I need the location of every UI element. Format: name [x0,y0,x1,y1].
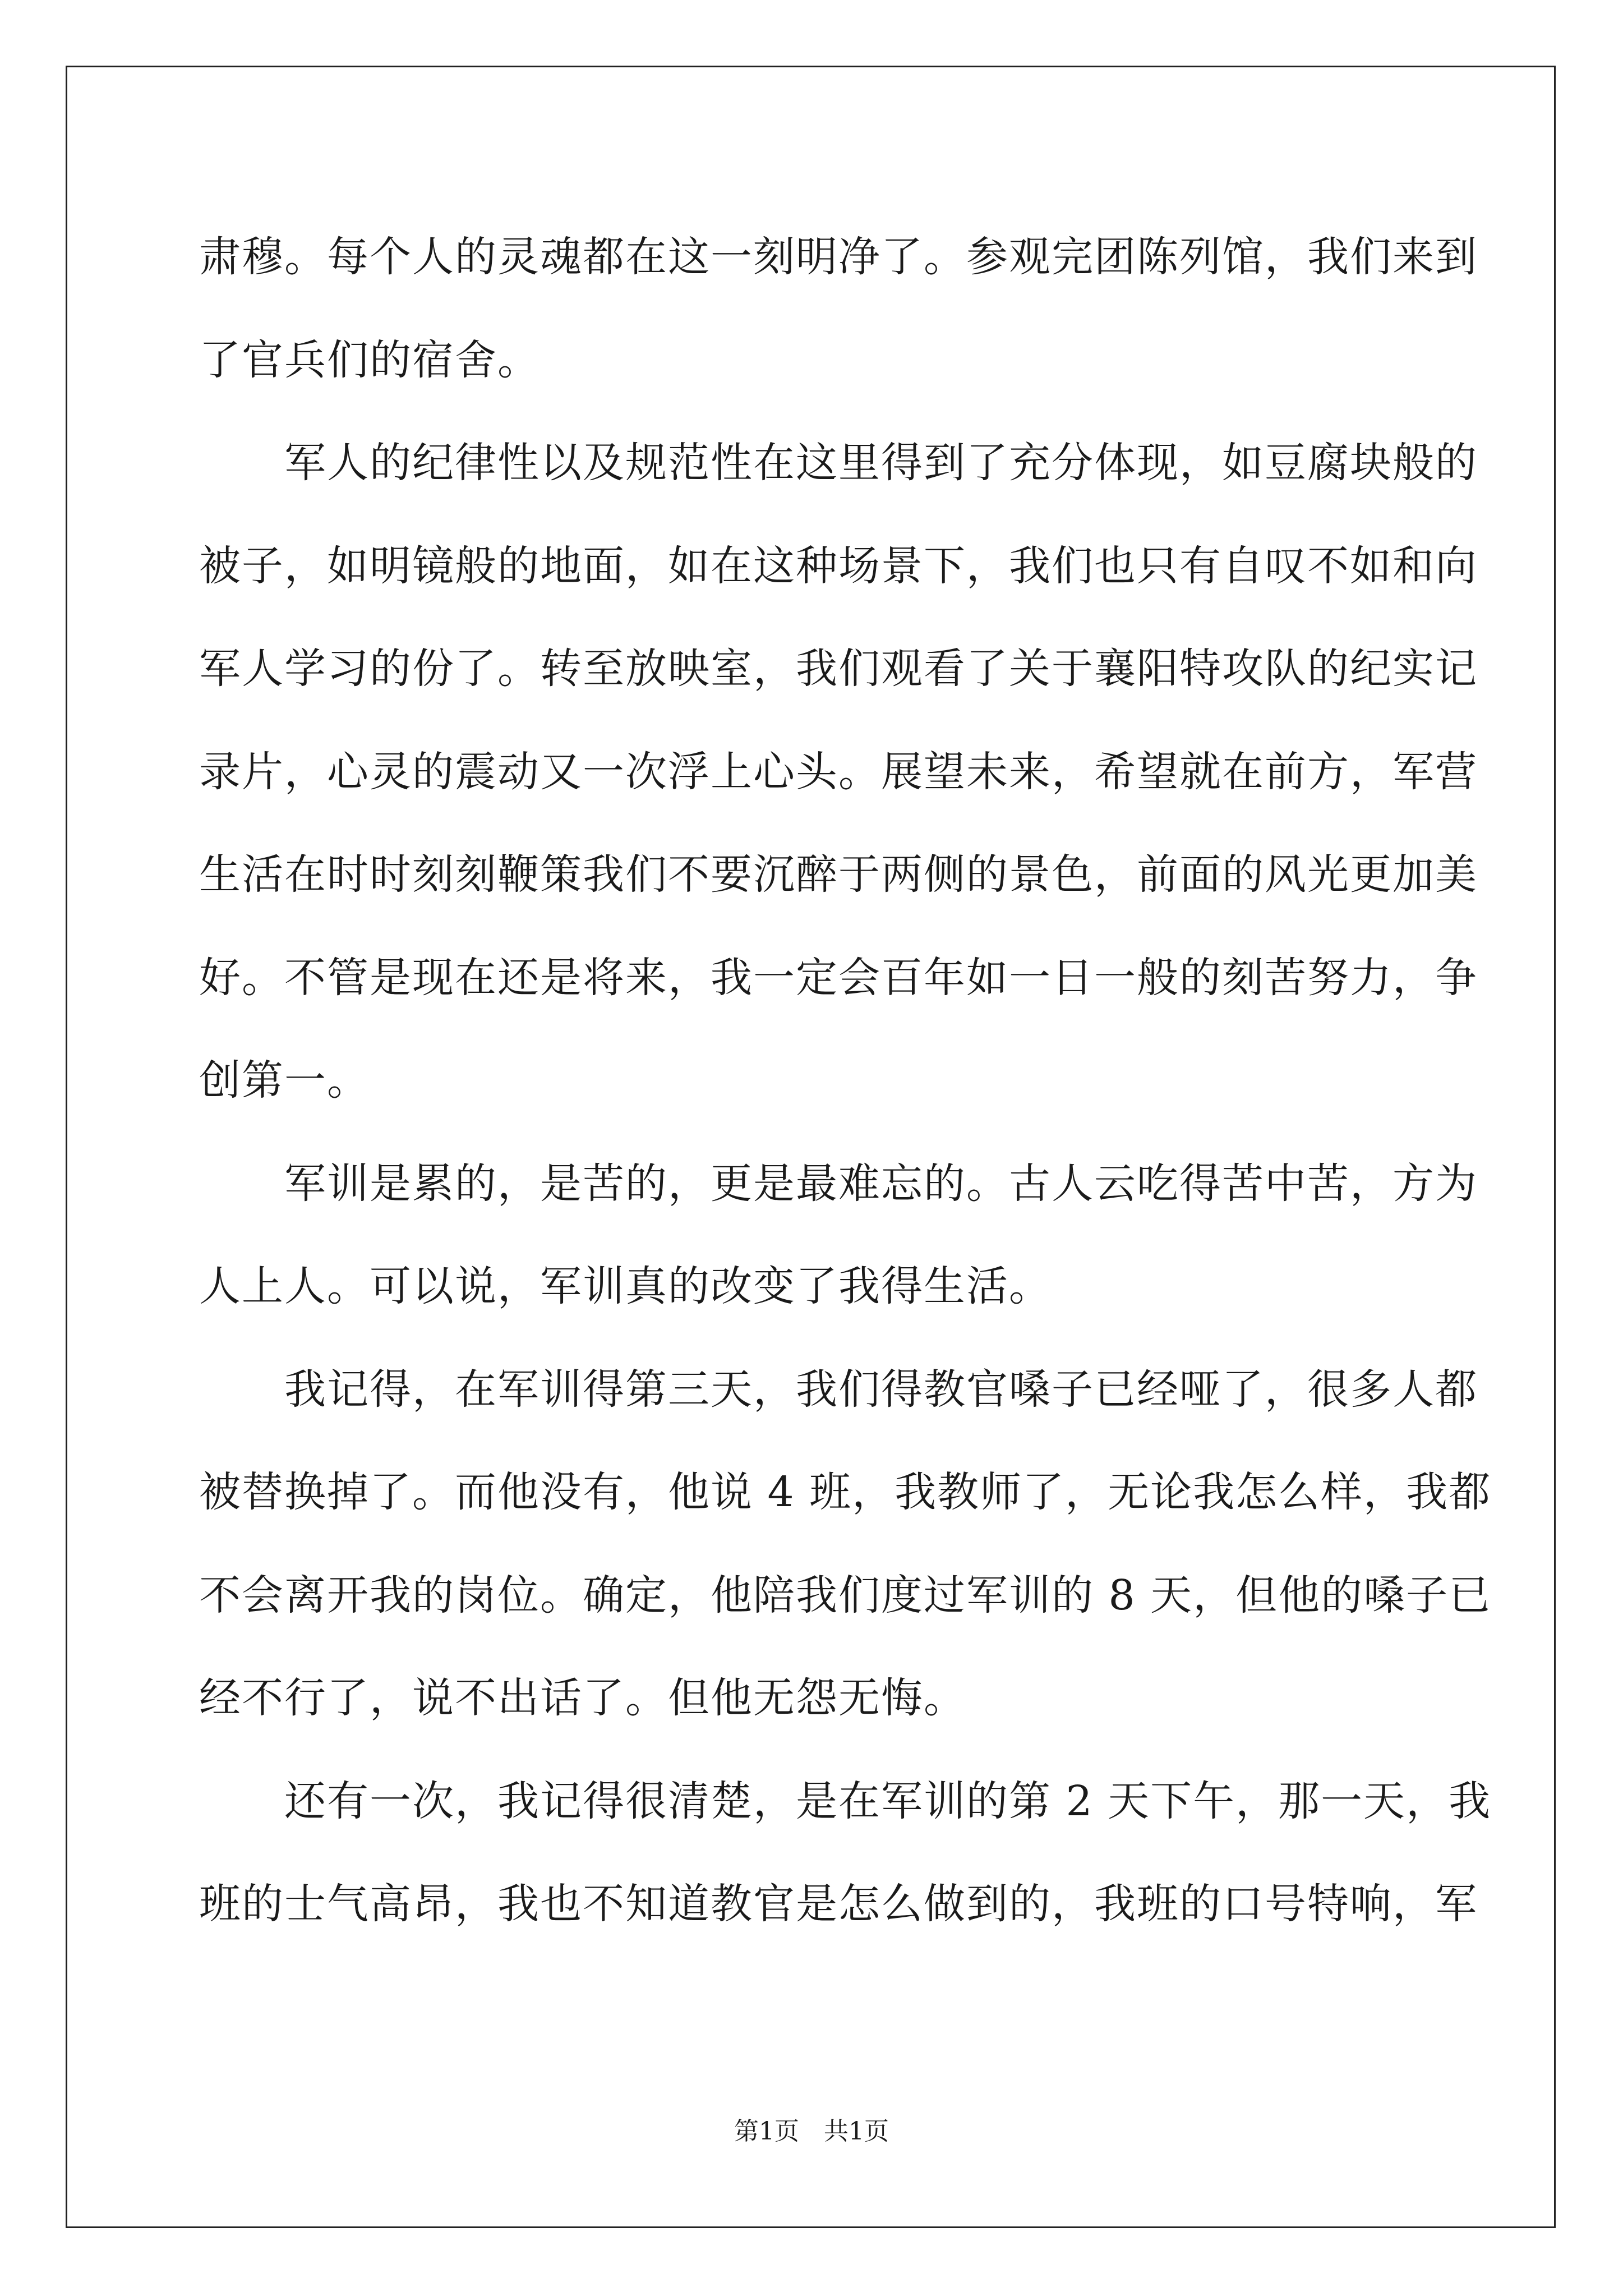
text-line: 人上人。可以说，军训真的改变了我得生活。 [199,1262,1052,1310]
text-line: 军人的纪律性以及规范性在这里得到了充分体现，如豆腐块般的 [199,439,1478,487]
text-line: 创第一。 [199,1056,370,1105]
text-line: 班的士气高昂，我也不知道教官是怎么做到的，我班的口号特响，军 [199,1880,1478,1928]
text-line: 不会离开我的岗位。确定，他陪我们度过军训的 8 天，但他的嗓子已 [199,1571,1492,1619]
text-line: 我记得，在军训得第三天，我们得教官嗓子已经哑了，很多人都 [199,1365,1478,1414]
text-line: 军人学习的份了。转至放映室，我们观看了关于襄阳特攻队的纪实记 [199,645,1478,693]
text-line: 军训是累的，是苦的，更是最难忘的。古人云吃得苦中苦，方为 [199,1159,1478,1208]
text-line: 生活在时时刻刻鞭策我们不要沉醉于两侧的景色，前面的风光更加美 [199,850,1478,899]
text-line: 还有一次，我记得很清楚，是在军训的第 2 天下午，那一天，我 [199,1777,1492,1825]
text-line: 被子，如明镜般的地面，如在这种场景下，我们也只有自叹不如和向 [199,541,1478,590]
text-line: 经不行了，说不出话了。但他无怨无悔。 [199,1674,966,1722]
text-line: 肃穆。每个人的灵魂都在这一刻明净了。参观完团陈列馆，我们来到 [199,233,1478,281]
text-line: 被替换掉了。而他没有，他说 4 班，我教师了，无论我怎么样，我都 [199,1468,1492,1516]
text-line: 录片，心灵的震动又一次浮上心头。展望未来，希望就在前方，军营 [199,747,1478,796]
text-line: 好。不管是现在还是将来，我一定会百年如一日一般的刻苦努力，争 [199,953,1478,1002]
document-body [199,218,1492,1968]
page-number-footer: 第1页 共1页 [734,2117,889,2146]
text-line: 了官兵们的宿舍。 [199,335,540,384]
